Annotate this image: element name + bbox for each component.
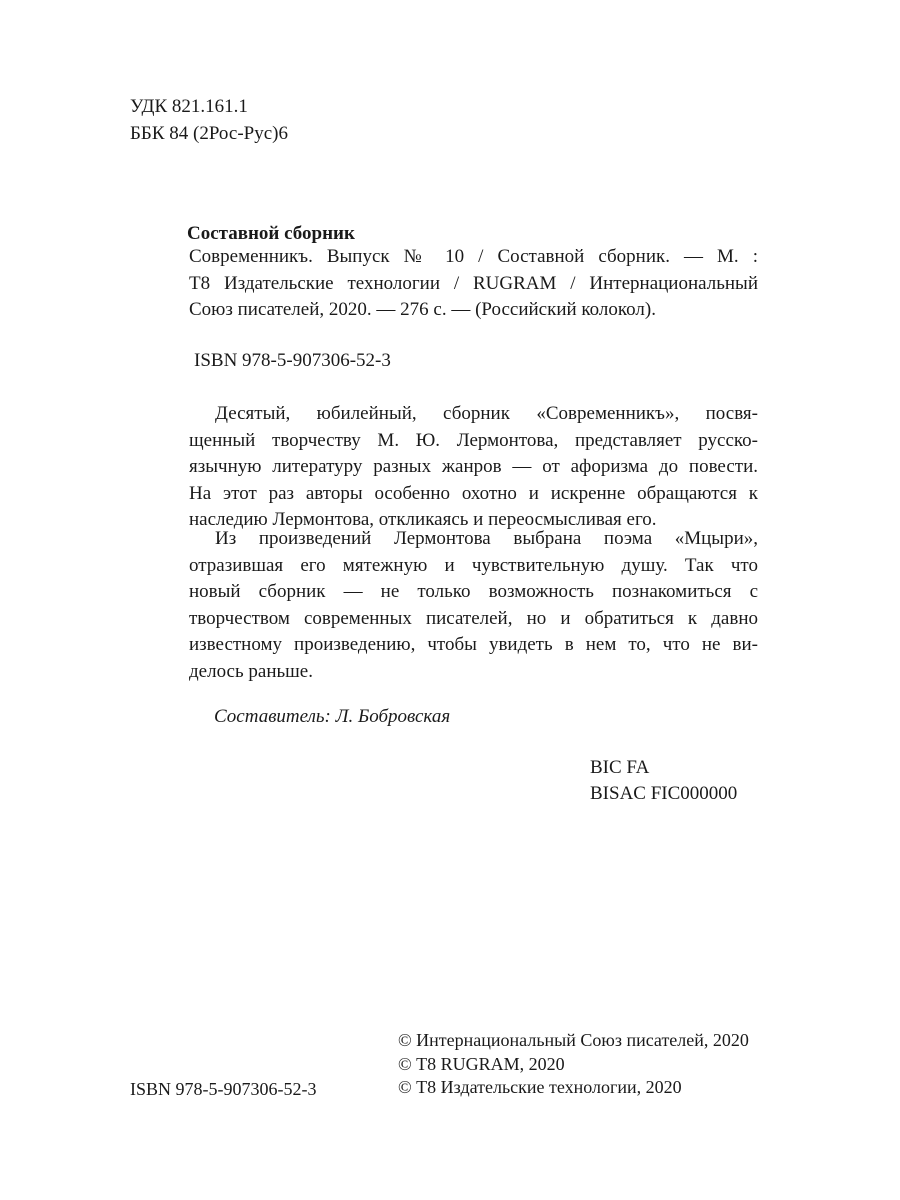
annotation-line: отразившая его мятежную и чувствительную душу. Так что xyxy=(189,554,758,576)
record-heading: Составной сборник xyxy=(187,223,355,244)
annotation-line: Из произведений Лермонтова выбрана поэма «Мцыри», xyxy=(215,528,758,549)
bisac-code: BISAC FIC000000 xyxy=(590,783,738,804)
annotation-line: язычную литературу разных жанров — от афоризма до повести. xyxy=(189,456,758,477)
annotation-paragraph-1 xyxy=(189,401,758,534)
subject-codes xyxy=(590,755,737,807)
annotation-line: щенный творчеству М. Ю. Лермонтова, представляет русско- xyxy=(189,429,758,451)
bbk-code: ББК 84 (2Рос-Рус)6 xyxy=(130,123,288,144)
compiler-credit: Составитель: Л. Бобровская xyxy=(214,706,451,727)
annotation-line: делось раньше. xyxy=(189,660,313,682)
annotation-paragraph-2 xyxy=(189,526,758,685)
description-line: Т8 Издательские технологии / RUGRAM / Интернациональный xyxy=(189,272,758,294)
annotation-line: На этот раз авторы особенно охотно и искренне обращаются к xyxy=(189,482,758,504)
description-line: Современникъ. Выпуск № 10 / Составной сборник. — М. : xyxy=(189,246,758,267)
copyright-line: © Т8 RUGRAM, 2020 xyxy=(398,1053,565,1074)
footer-isbn: ISBN 978-5-907306-52-3 xyxy=(130,1079,317,1099)
copyright-line: © Интернациональный Союз писателей, 2020 xyxy=(398,1030,749,1050)
udk-code: УДК 821.161.1 xyxy=(130,96,248,117)
annotation-line: известному произведению, чтобы увидеть в нем то, что не ви- xyxy=(189,634,758,655)
annotation-line: Десятый, юбилейный, сборник «Современникъ», посвя- xyxy=(215,403,758,424)
classification-block xyxy=(130,94,288,147)
description-line: Союз писателей, 2020. — 276 с. — (Российский колокол). xyxy=(189,299,656,320)
bibliographic-description xyxy=(189,244,758,324)
bic-code: BIC FA xyxy=(590,757,650,778)
annotation-line: новый сборник — не только возможность познакомиться с xyxy=(189,581,758,602)
record-isbn: ISBN 978-5-907306-52-3 xyxy=(194,350,391,371)
copyright-block xyxy=(398,1029,749,1100)
copyright-line: © Т8 Издательские технологии, 2020 xyxy=(398,1077,682,1097)
annotation-line: творчеством современных писателей, но и обратиться к давно xyxy=(189,607,758,629)
annotation-line: наследию Лермонтова, откликаясь и переосмысливая его. xyxy=(189,509,657,530)
